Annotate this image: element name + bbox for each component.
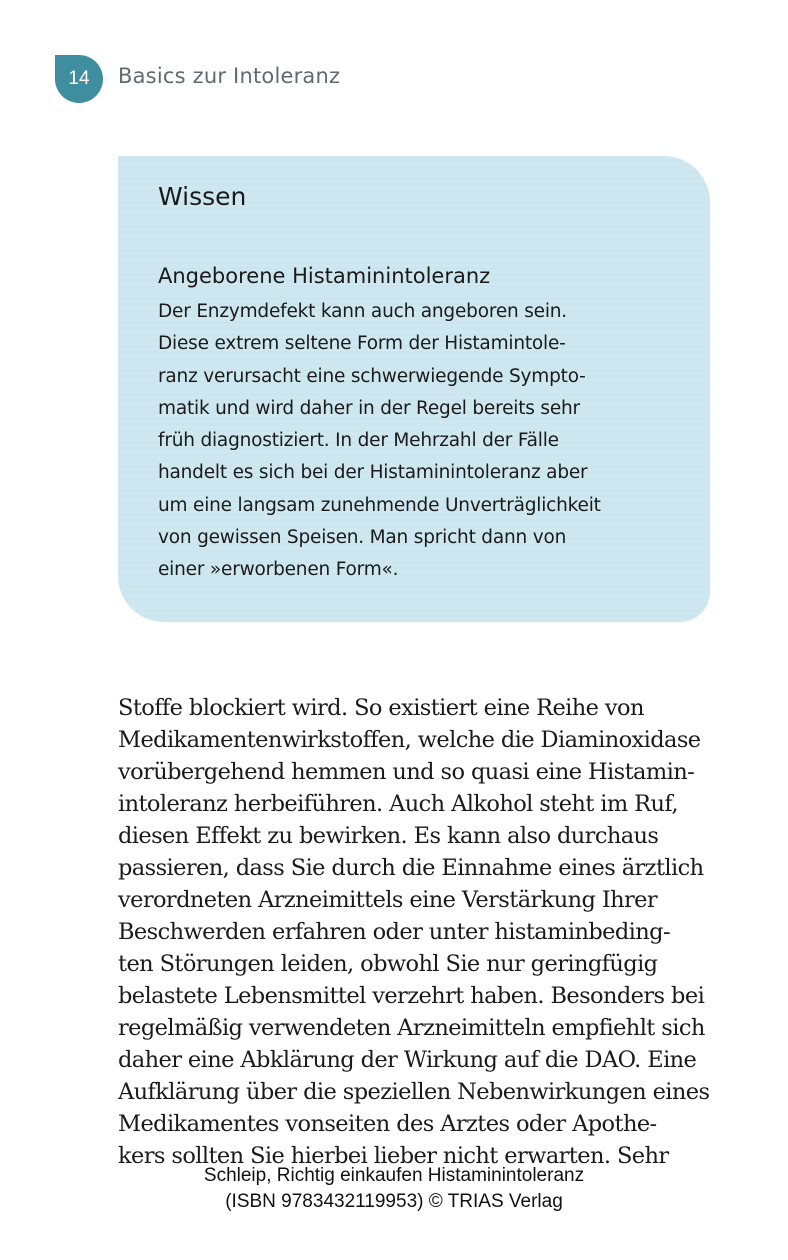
text-line: regelmäßig verwendeten Arzneimitteln empfiehlt sich (118, 1015, 705, 1041)
text-line: von gewissen Speisen. Man spricht dann von (158, 527, 567, 549)
text-line: Beschwerden erfahren oder unter histaminbeding- (118, 919, 670, 945)
footer-line-2: (ISBN 9783432119953) © TRIAS Verlag (225, 1191, 563, 1212)
text-line: verordneten Arzneimittels eine Verstärkung Ihrer (118, 887, 658, 913)
text-line: ten Störungen leiden, obwohl Sie nur geringfügig (118, 951, 658, 977)
info-box-label: Wissen (158, 182, 247, 211)
text-line: handelt es sich bei der Histaminintoleranz aber (158, 462, 588, 484)
text-line: daher eine Abklärung der Wirkung auf die DAO. Eine (118, 1047, 697, 1073)
text-line: Medikamentes vonseiten des Arztes oder Apothe- (118, 1111, 657, 1137)
info-box-text (158, 296, 601, 587)
text-line: um eine langsam zunehmende Unverträglichkeit (158, 494, 601, 516)
page-number: 14 (68, 68, 90, 89)
text-line: kers sollten Sie hierbei lieber nicht erwarten. Sehr (118, 1143, 669, 1169)
running-title: Basics zur Intoleranz (118, 64, 341, 88)
text-line: belastete Lebensmittel verzehrt haben. Besonders bei (118, 983, 705, 1009)
text-line: ranz verursacht eine schwerwiegende Sympto- (158, 365, 586, 387)
text-line: Medikamentenwirkstoffen, welche die Diaminoxidase (118, 727, 701, 753)
text-line: Diese extrem seltene Form der Histamintole- (158, 333, 566, 355)
text-line: Aufklärung über die speziellen Nebenwirkungen eines (118, 1079, 710, 1105)
body-text (118, 692, 709, 1172)
page-number-badge (55, 55, 103, 103)
text-line: früh diagnostiziert. In der Mehrzahl der Fälle (158, 430, 559, 452)
text-line: passieren, dass Sie durch die Einnahme eines ärztlich (118, 855, 704, 881)
text-line: vorübergehend hemmen und so quasi eine Histamin- (118, 759, 695, 785)
text-line: Stoffe blockiert wird. So existiert eine Reihe von (118, 695, 644, 721)
text-line: intoleranz herbeiführen. Auch Alkohol steht im Ruf, (118, 791, 678, 817)
text-line: diesen Effekt zu bewirken. Es kann also durchaus (118, 823, 659, 849)
info-box-heading: Angeborene Histaminintoleranz (158, 264, 491, 288)
footer-citation (0, 1163, 788, 1215)
text-line: einer »erworbenen Form«. (158, 559, 399, 581)
info-box (118, 156, 710, 622)
text-line: matik und wird daher in der Regel bereits sehr (158, 397, 580, 419)
text-line: Der Enzymdefekt kann auch angeboren sein. (158, 301, 567, 322)
footer-line-1: Schleip, Richtig einkaufen Histaminintoleranz (203, 1165, 585, 1186)
